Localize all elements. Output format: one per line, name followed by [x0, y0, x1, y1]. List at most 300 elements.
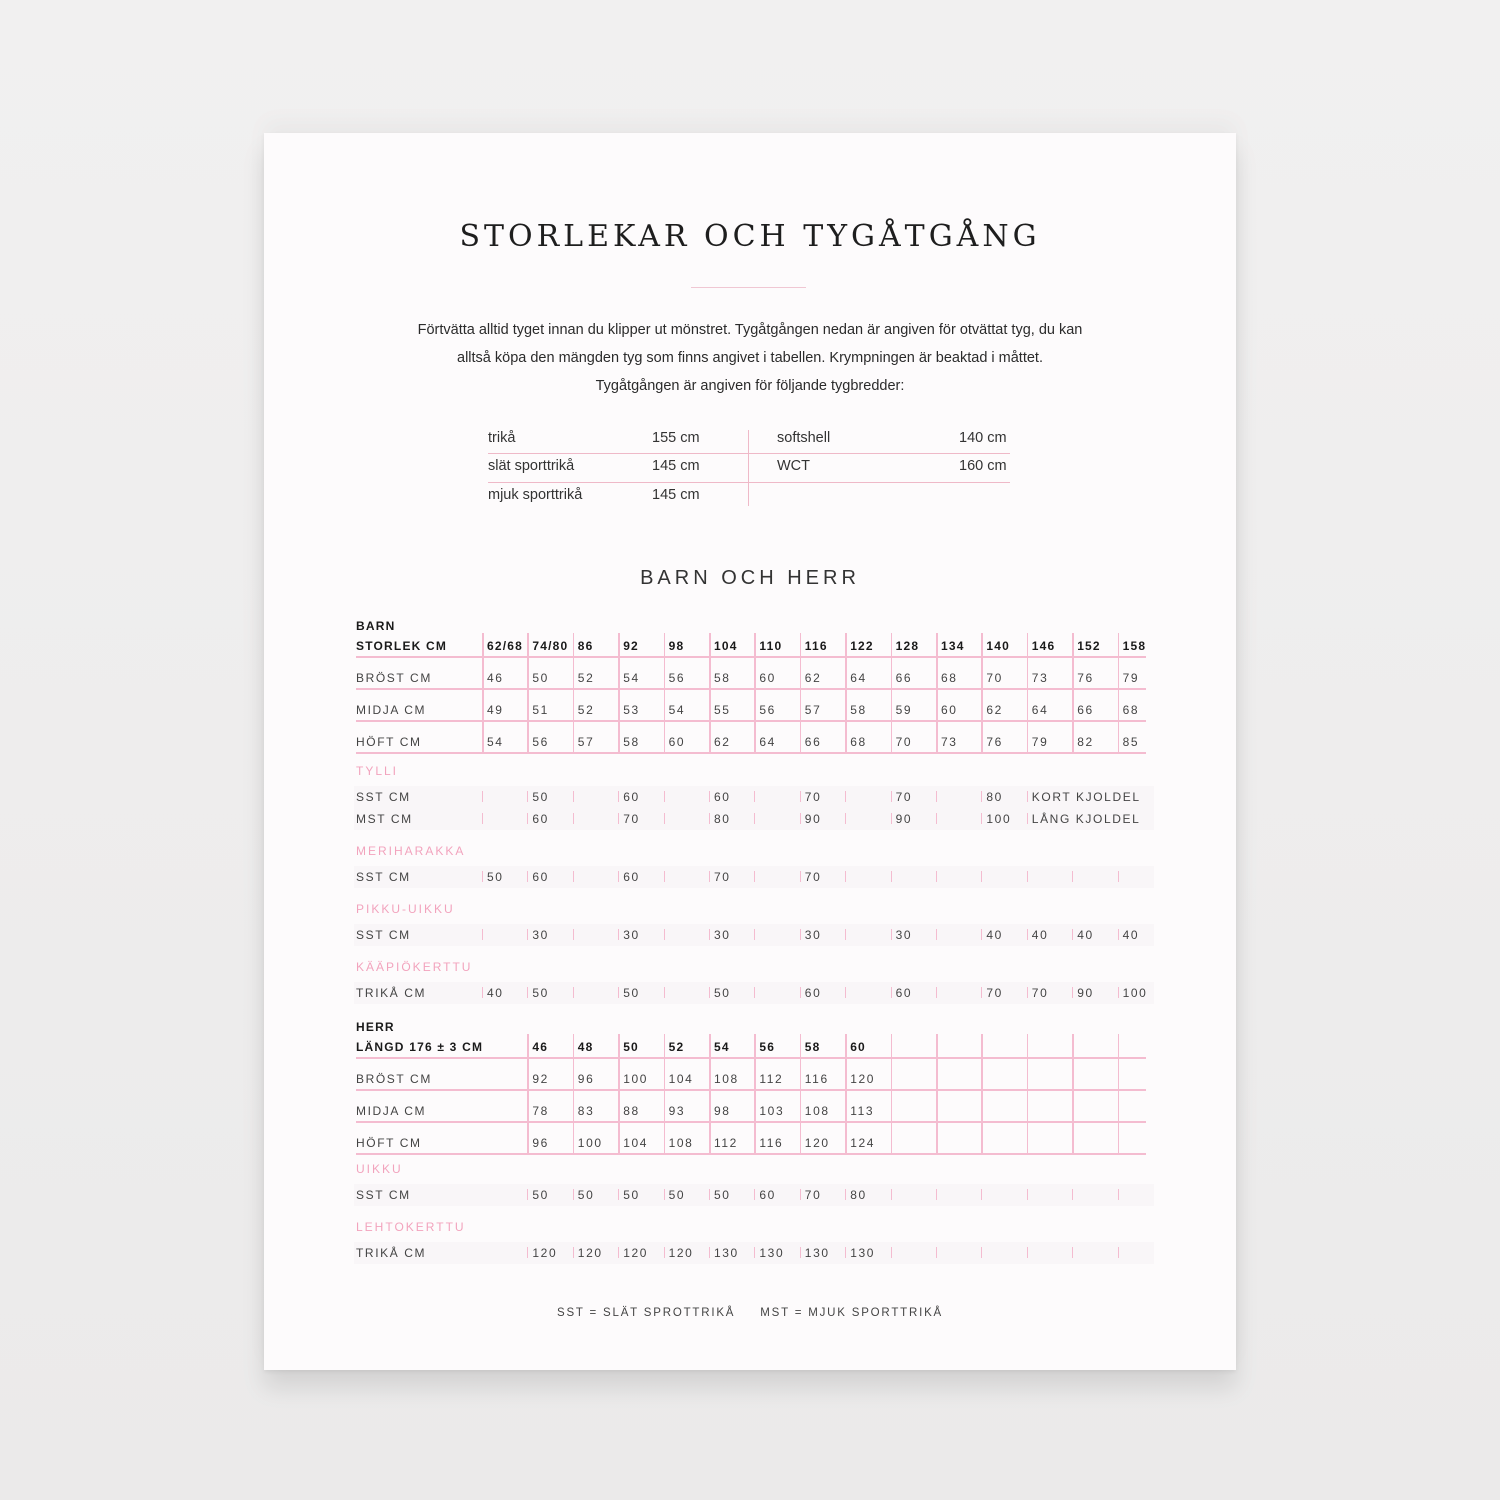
tick-mark: [709, 929, 710, 940]
grid-line: [845, 1034, 847, 1154]
herr-pattern-cell: 50: [532, 1188, 549, 1202]
herr-pattern-cell: 130: [850, 1246, 876, 1260]
barn-pattern-cell: 50: [487, 870, 504, 884]
barn-cell: 64: [759, 735, 776, 749]
herr-group-label: HERR: [356, 1020, 395, 1034]
herr-pattern-cell: 50: [668, 1188, 686, 1202]
grid-line: [891, 633, 893, 753]
herr-cell: 88: [623, 1104, 640, 1118]
herr-size-header: 52: [668, 1040, 685, 1054]
herr-cell: 100: [623, 1072, 649, 1086]
barn-cell: 57: [577, 735, 595, 749]
herr-row-label: HÖFT CM: [356, 1136, 422, 1150]
barn-group-label: BARN: [356, 619, 396, 633]
tick-mark: [618, 871, 619, 882]
fabric-name: softshell: [777, 430, 831, 446]
barn-pattern-cell: 60: [895, 986, 913, 1000]
grid-line: [800, 633, 802, 753]
barn-pattern-cell: 50: [532, 986, 549, 1000]
barn-cell: 59: [895, 703, 913, 717]
herr-cell: 112: [759, 1072, 784, 1086]
barn-cell: 46: [487, 671, 504, 685]
herr-size-header: 46: [532, 1040, 549, 1054]
intro-line: alltså köpa den mängden tyg som finns angivet i tabellen. Krympningen är beaktad i måttet.: [457, 350, 1043, 366]
tick-mark: [618, 1189, 619, 1200]
barn-cell: 66: [895, 671, 913, 685]
grid-line: [754, 633, 756, 753]
barn-pattern-cell: 60: [532, 812, 549, 826]
grid-line: [573, 1034, 575, 1154]
fabric-width: 155 cm: [652, 430, 700, 446]
fabric-width: 140 cm: [959, 430, 1007, 446]
herr-pattern-cell: 120: [623, 1246, 649, 1260]
barn-cell: 79: [1031, 735, 1049, 749]
intro-line: Förtvätta alltid tyget innan du klipper ut mönstret. Tygåtgången nedan är angiven för otvättat tyg, du kan: [417, 322, 1083, 338]
tick-mark: [709, 987, 710, 998]
tick-mark: [1118, 987, 1119, 998]
grid-line: [527, 633, 529, 753]
grid-line: [800, 1034, 802, 1154]
tick-mark: [709, 871, 710, 882]
tick-mark: [891, 929, 892, 940]
tick-mark: [709, 1247, 710, 1258]
barn-size-header: 134: [941, 639, 965, 653]
tick-mark: [664, 871, 665, 882]
barn-pattern-cell: 50: [532, 790, 549, 804]
herr-pattern-cell: 80: [850, 1188, 867, 1202]
barn-pattern-row-label: SST CM: [356, 870, 411, 884]
barn-cell: 64: [1031, 703, 1049, 717]
tick-mark: [527, 987, 528, 998]
tick-mark: [891, 791, 892, 802]
barn-cell: 54: [668, 703, 686, 717]
tick-mark: [754, 871, 755, 882]
barn-pattern-cell: 70: [895, 790, 913, 804]
barn-pattern-cell: 60: [804, 986, 822, 1000]
barn-cell: 58: [850, 703, 867, 717]
barn-size-header: 98: [668, 639, 685, 653]
barn-cell: 79: [1122, 671, 1140, 685]
barn-pattern-cell: 80: [714, 812, 731, 826]
barn-pattern-cell: 100: [1122, 986, 1148, 1000]
tick-mark: [891, 871, 892, 882]
barn-pattern-cell: 70: [804, 870, 822, 884]
barn-size-header: 158: [1122, 639, 1147, 653]
grid-line: [891, 1034, 893, 1154]
barn-pattern-cell: 70: [623, 812, 640, 826]
barn-pattern-row-label: SST CM: [356, 928, 411, 942]
barn-cell: 53: [623, 703, 640, 717]
tick-mark: [618, 987, 619, 998]
herr-cell: 120: [850, 1072, 876, 1086]
barn-size-header: 128: [895, 639, 920, 653]
barn-pattern-cell: 30: [532, 928, 549, 942]
herr-pattern-cell: 50: [577, 1188, 595, 1202]
herr-pattern-cell: 130: [714, 1246, 739, 1260]
herr-row-label: MIDJA CM: [356, 1104, 427, 1118]
herr-pattern-name: LEHTOKERTTU: [356, 1220, 466, 1234]
herr-cell: 103: [759, 1104, 785, 1118]
barn-size-header: 92: [623, 639, 639, 653]
herr-size-header: 48: [577, 1040, 594, 1054]
fabric-name: mjuk sporttrikå: [488, 487, 583, 503]
barn-pattern-cell: 40: [487, 986, 504, 1000]
tick-mark: [936, 813, 937, 824]
tick-mark: [981, 813, 982, 824]
barn-cell: 85: [1122, 735, 1140, 749]
barn-cell: 56: [532, 735, 549, 749]
tick-mark: [845, 1247, 846, 1258]
barn-pattern-cell: 30: [804, 928, 822, 942]
footer-legend: [264, 1307, 1236, 1319]
barn-row-label: BRÖST CM: [356, 671, 432, 685]
tick-mark: [845, 929, 846, 940]
herr-pattern-row-label: TRIKÅ CM: [356, 1246, 427, 1260]
grid-line: [709, 633, 711, 753]
barn-pattern-cell: 100: [986, 812, 1012, 826]
herr-cell: 116: [804, 1072, 829, 1086]
barn-cell: 57: [804, 703, 822, 717]
barn-pattern-cell: 60: [532, 870, 549, 884]
barn-size-header: 140: [986, 639, 1011, 653]
barn-cell: 55: [714, 703, 731, 717]
tick-mark: [527, 813, 528, 824]
tick-mark: [664, 929, 665, 940]
barn-cell: 76: [1077, 671, 1094, 685]
size-chart-page: [264, 133, 1236, 1370]
tick-mark: [891, 987, 892, 998]
tick-mark: [664, 791, 665, 802]
barn-cell: 58: [623, 735, 640, 749]
herr-pattern-cell: 50: [623, 1188, 640, 1202]
page-title: STORLEKAR OCH TYGÅTGÅNG: [459, 219, 1041, 254]
barn-size-header: 74/80: [532, 639, 569, 653]
barn-size-header: 122: [850, 639, 874, 653]
tick-mark: [891, 813, 892, 824]
tick-mark: [800, 813, 801, 824]
intro-line: Tygåtgången är angiven för följande tygbredder:: [595, 378, 905, 394]
barn-cell: 73: [941, 735, 958, 749]
grid-line: [1027, 1034, 1029, 1154]
herr-cell: 96: [532, 1136, 549, 1150]
grid-line: [664, 1034, 666, 1154]
tick-mark: [482, 929, 483, 940]
tick-mark: [1027, 791, 1028, 802]
barn-cell: 66: [1077, 703, 1094, 717]
grid-line: [1118, 633, 1120, 753]
barn-pattern-cell: 40: [1122, 928, 1140, 942]
grid-line: [1027, 633, 1029, 753]
herr-pattern-name: UIKKU: [356, 1162, 403, 1176]
barn-size-label: STORLEK CM: [356, 639, 448, 653]
barn-pattern-cell: KORT KJOLDEL: [1031, 790, 1141, 804]
tick-mark: [527, 1247, 528, 1258]
herr-size-header: 56: [759, 1040, 776, 1054]
barn-size-header: 116: [804, 639, 828, 653]
tick-mark: [664, 1247, 665, 1258]
tick-mark: [664, 813, 665, 824]
barn-pattern-cell: 60: [623, 870, 640, 884]
barn-cell: 62: [804, 671, 822, 685]
herr-cell: 116: [759, 1136, 784, 1150]
tick-mark: [1072, 987, 1073, 998]
grid-line: [527, 1034, 529, 1154]
tick-mark: [709, 791, 710, 802]
barn-cell: 50: [532, 671, 549, 685]
tick-mark: [664, 987, 665, 998]
barn-row-label: MIDJA CM: [356, 703, 427, 717]
tick-mark: [800, 1247, 801, 1258]
barn-pattern-cell: 70: [986, 986, 1003, 1000]
tick-mark: [936, 987, 937, 998]
barn-cell: 51: [532, 703, 549, 717]
herr-pattern-cell: 120: [577, 1246, 603, 1260]
tick-mark: [527, 1189, 528, 1200]
barn-cell: 70: [986, 671, 1003, 685]
grid-line: [573, 633, 575, 753]
tick-mark: [1118, 871, 1119, 882]
barn-cell: 52: [577, 671, 595, 685]
barn-pattern-row-label: SST CM: [356, 790, 411, 804]
tick-mark: [800, 929, 801, 940]
barn-pattern-cell: 50: [714, 986, 731, 1000]
tick-mark: [573, 871, 574, 882]
tick-mark: [845, 1189, 846, 1200]
herr-pattern-cell: 130: [759, 1246, 785, 1260]
tick-mark: [618, 929, 619, 940]
barn-size-header: 152: [1077, 639, 1101, 653]
barn-cell: 56: [759, 703, 776, 717]
tick-mark: [981, 871, 982, 882]
herr-cell: 113: [850, 1104, 875, 1118]
grid-line: [1118, 1034, 1120, 1154]
grid-line: [981, 633, 983, 753]
barn-size-header: 86: [577, 639, 594, 653]
barn-cell: 49: [487, 703, 504, 717]
barn-cell: 62: [986, 703, 1003, 717]
herr-row-label: BRÖST CM: [356, 1072, 432, 1086]
barn-size-header: 146: [1031, 639, 1056, 653]
tick-mark: [573, 929, 574, 940]
tick-mark: [1118, 929, 1119, 940]
barn-pattern-cell: 60: [714, 790, 731, 804]
tick-mark: [754, 791, 755, 802]
legend-sst: SST = SLÄT SPROTTRIKÅ: [556, 1307, 736, 1319]
title-divider: [691, 287, 806, 288]
section-title: BARN OCH HERR: [640, 567, 860, 589]
barn-cell: 54: [487, 735, 504, 749]
grid-line: [482, 633, 484, 753]
herr-pattern-cell: 130: [804, 1246, 830, 1260]
barn-pattern-cell: 30: [714, 928, 731, 942]
grid-line: [1072, 1034, 1074, 1154]
barn-pattern-cell: 90: [804, 812, 822, 826]
tick-mark: [891, 1189, 892, 1200]
tick-mark: [1027, 1247, 1028, 1258]
herr-cell: 96: [577, 1072, 595, 1086]
barn-pattern-cell: 70: [714, 870, 731, 884]
tick-mark: [754, 929, 755, 940]
barn-cell: 76: [986, 735, 1003, 749]
tick-mark: [573, 813, 574, 824]
barn-cell: 68: [1122, 703, 1140, 717]
barn-row-label: HÖFT CM: [356, 735, 422, 749]
tick-mark: [527, 929, 528, 940]
tick-mark: [573, 1189, 574, 1200]
herr-cell: 104: [623, 1136, 649, 1150]
tick-mark: [981, 1189, 982, 1200]
grid-line: [936, 1034, 938, 1154]
tick-mark: [754, 813, 755, 824]
tick-mark: [754, 1247, 755, 1258]
barn-pattern-cell: 90: [895, 812, 913, 826]
barn-pattern-name: PIKKU-UIKKU: [356, 902, 455, 916]
tick-mark: [527, 871, 528, 882]
grid-line: [709, 1034, 711, 1154]
tick-mark: [709, 813, 710, 824]
herr-size-label: LÄNGD 176 ± 3 CM: [356, 1040, 484, 1054]
tick-mark: [1118, 1189, 1119, 1200]
barn-pattern-cell: LÅNG KJOLDEL: [1031, 812, 1141, 826]
barn-cell: 54: [623, 671, 640, 685]
barn-size-header: 110: [759, 639, 783, 653]
barn-cell: 52: [577, 703, 595, 717]
tick-mark: [1118, 1247, 1119, 1258]
herr-cell: 78: [532, 1104, 549, 1118]
tick-mark: [845, 871, 846, 882]
tick-mark: [754, 987, 755, 998]
tick-mark: [800, 871, 801, 882]
herr-cell: 108: [668, 1136, 694, 1150]
tick-mark: [1072, 1189, 1073, 1200]
tick-mark: [1072, 871, 1073, 882]
grid-line: [1072, 633, 1074, 753]
tick-mark: [936, 1189, 937, 1200]
barn-pattern-cell: 70: [1031, 986, 1049, 1000]
barn-pattern-row-label: TRIKÅ CM: [356, 986, 427, 1000]
tick-mark: [482, 987, 483, 998]
barn-cell: 64: [850, 671, 867, 685]
herr-size-header: 50: [623, 1040, 639, 1054]
fabric-width: 145 cm: [652, 487, 700, 503]
fabric-width-table: [488, 426, 1010, 506]
barn-pattern-row-label: MST CM: [356, 812, 413, 826]
tick-mark: [800, 1189, 801, 1200]
tick-mark: [936, 871, 937, 882]
herr-pattern-cell: 70: [804, 1188, 822, 1202]
fabric-name: slät sporttrikå: [488, 458, 575, 474]
barn-pattern-cell: 30: [623, 928, 640, 942]
fabric-name: trikå: [488, 430, 516, 446]
barn-pattern-cell: 70: [804, 790, 822, 804]
tick-mark: [1027, 871, 1028, 882]
fabric-width: 160 cm: [959, 458, 1007, 474]
barn-cell: 68: [941, 671, 958, 685]
tick-mark: [482, 791, 483, 802]
barn-pattern-name: TYLLI: [356, 764, 399, 778]
herr-pattern-row-label: SST CM: [356, 1188, 411, 1202]
tick-mark: [482, 871, 483, 882]
barn-pattern-cell: 90: [1077, 986, 1094, 1000]
barn-pattern-cell: 80: [986, 790, 1003, 804]
barn-pattern-cell: 50: [623, 986, 640, 1000]
tick-mark: [981, 987, 982, 998]
tick-mark: [709, 1189, 710, 1200]
barn-cell: 60: [668, 735, 686, 749]
barn-cell: 68: [850, 735, 867, 749]
tick-mark: [754, 1189, 755, 1200]
barn-cell: 66: [804, 735, 822, 749]
barn-pattern-cell: 40: [1077, 928, 1094, 942]
tick-mark: [1027, 813, 1028, 824]
tick-mark: [618, 791, 619, 802]
barn-cell: 70: [895, 735, 913, 749]
barn-cell: 60: [941, 703, 958, 717]
herr-pattern-cell: 120: [532, 1246, 558, 1260]
tick-mark: [800, 791, 801, 802]
herr-cell: 108: [804, 1104, 830, 1118]
tick-mark: [1027, 929, 1028, 940]
herr-cell: 83: [577, 1104, 595, 1118]
tick-mark: [981, 1247, 982, 1258]
barn-cell: 60: [759, 671, 776, 685]
barn-cell: 58: [714, 671, 731, 685]
barn-cell: 73: [1031, 671, 1049, 685]
barn-size-header: 104: [714, 639, 738, 653]
tick-mark: [800, 987, 801, 998]
intro-text: [324, 316, 1176, 400]
grid-line: [618, 633, 620, 753]
tick-mark: [981, 929, 982, 940]
barn-pattern-cell: 40: [1031, 928, 1049, 942]
tick-mark: [936, 791, 937, 802]
barn-cell: 62: [714, 735, 731, 749]
grid-line: [936, 633, 938, 753]
tick-mark: [981, 791, 982, 802]
tick-mark: [527, 791, 528, 802]
herr-cell: 120: [804, 1136, 830, 1150]
tick-mark: [573, 987, 574, 998]
herr-pattern-cell: 50: [714, 1188, 731, 1202]
fabric-width: 145 cm: [652, 458, 700, 474]
tick-mark: [845, 791, 846, 802]
herr-pattern-cell: 120: [668, 1246, 694, 1260]
herr-size-header: 54: [714, 1040, 730, 1054]
barn-pattern-name: KÄÄPIÖKERTTU: [356, 960, 473, 974]
tick-mark: [936, 929, 937, 940]
barn-size-header: 62/68: [487, 639, 524, 653]
tick-mark: [1027, 1189, 1028, 1200]
grid-line: [981, 1034, 983, 1154]
legend-mst: MST = MJUK SPORTTRIKÅ: [760, 1307, 944, 1319]
tick-mark: [482, 813, 483, 824]
herr-cell: 100: [577, 1136, 603, 1150]
grid-line: [664, 633, 666, 753]
tick-mark: [1072, 929, 1073, 940]
herr-cell: 124: [850, 1136, 876, 1150]
herr-cell: 104: [668, 1072, 694, 1086]
barn-cell: 56: [668, 671, 686, 685]
herr-cell: 112: [714, 1136, 738, 1150]
barn-pattern-cell: 30: [895, 928, 913, 942]
tick-mark: [664, 1189, 665, 1200]
herr-size-header: 58: [804, 1040, 821, 1054]
tick-mark: [1072, 1247, 1073, 1258]
tick-mark: [845, 987, 846, 998]
herr-cell: 93: [668, 1104, 686, 1118]
herr-cell: 92: [532, 1072, 549, 1086]
grid-line: [845, 633, 847, 753]
